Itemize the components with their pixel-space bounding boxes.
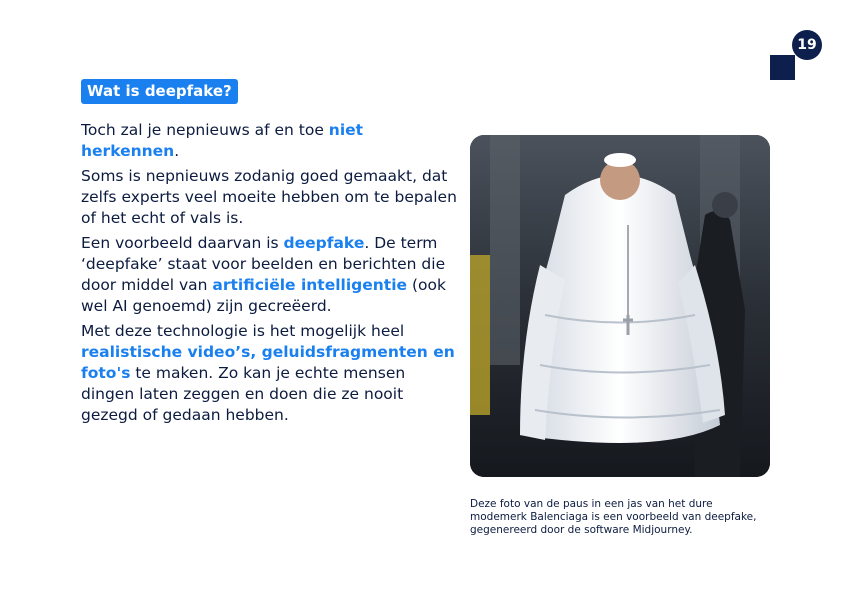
text-segment: Een voorbeeld daarvan is	[81, 234, 284, 252]
photo-caption: Deze foto van de paus in een jas van het dure modemerk Balenciaga is een voorbeeld van deepfake, gegenereerd door de software Midjourney.	[470, 498, 757, 536]
highlighted-term: realistische video’s, geluidsfragmenten en foto's	[81, 343, 455, 382]
text-segment: Met deze technologie is het mogelijk heel	[81, 322, 405, 340]
paragraph	[81, 321, 461, 426]
body-text	[81, 120, 461, 430]
highlighted-term: niet herkennen	[81, 121, 364, 160]
text-segment: .	[174, 142, 180, 160]
paragraph	[81, 120, 461, 162]
section-label: Wat is deepfake?	[81, 79, 238, 104]
highlighted-term: artificiële intelligentie	[212, 276, 408, 294]
page-number-badge	[770, 30, 822, 82]
paragraph	[81, 233, 461, 317]
photo-illustration	[470, 135, 770, 477]
text-segment: te maken. Zo kan je echte mensen dingen laten zeggen en doen die ze nooit gezegd of gedaan hebben.	[81, 364, 406, 424]
deepfake-pope-photo	[470, 135, 770, 477]
paragraph	[81, 166, 461, 229]
text-segment: . De term ‘deepfake’ staat voor beelden en berichten die door middel van	[81, 234, 446, 294]
badge-square-shape	[770, 55, 795, 80]
highlighted-term: deepfake	[283, 234, 365, 252]
page-number: 19	[792, 30, 822, 60]
text-segment: Toch zal je nepnieuws af en toe	[81, 121, 329, 139]
text-segment: Soms is nepnieuws zodanig goed gemaakt, dat zelfs experts veel moeite hebben om te bepalen of het echt of vals is.	[81, 167, 457, 227]
text-segment: (ook wel AI genoemd) zijn gecreëerd.	[81, 276, 446, 315]
